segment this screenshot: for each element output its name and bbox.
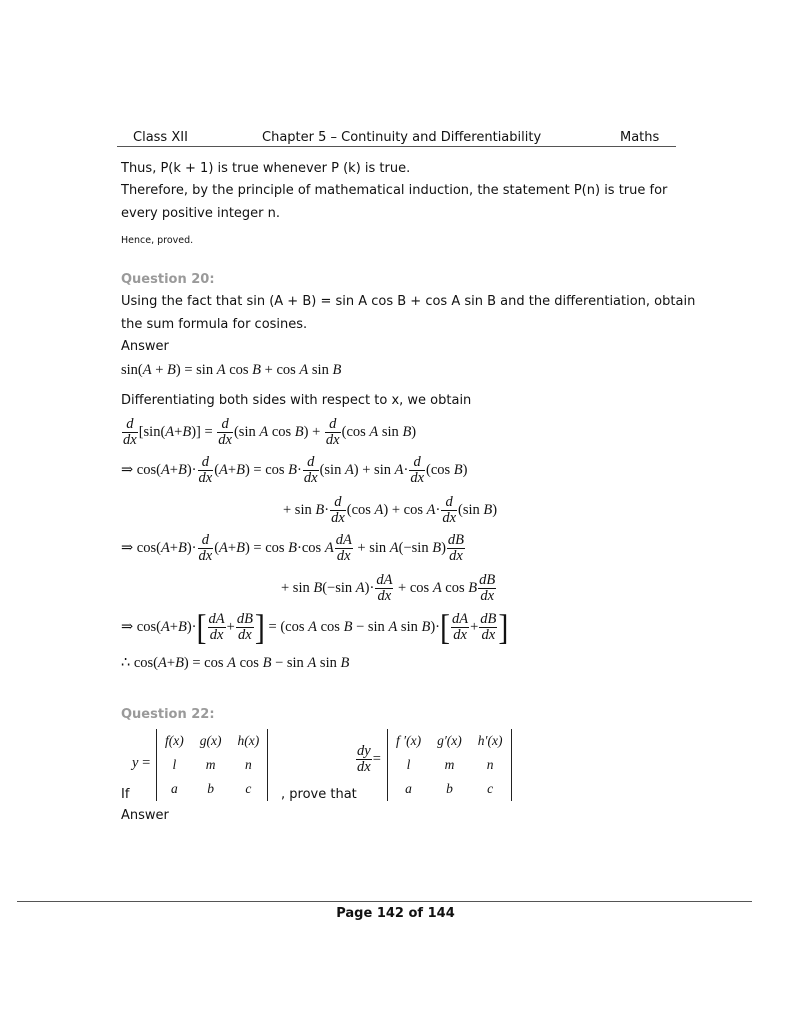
footer-rule [17, 901, 752, 902]
question-20-answer-label: Answer [121, 339, 169, 354]
derivation-conclusion: ∴ cos(A+B) = cos A cos B − sin A sin B [121, 655, 350, 671]
determinant-y: f(x) g(x) h(x) l m n a b c [156, 729, 268, 801]
header-rule [117, 146, 676, 147]
header-subject: Maths [620, 130, 660, 145]
derivation-line-3: + sin B· $\frac{d}{dx}$ (cos A) + cos A· $\frac{d}{dx}$ (sin B) [283, 494, 498, 526]
page-number: Page 142 of 144 [336, 906, 455, 921]
y-equals: y = [132, 755, 151, 771]
derivation-line-5: + sin B(−sin A)· $\frac{dA}{dx}$ + cos A cos B $\frac{dB}{dx}$ [281, 572, 496, 604]
derivation-line-1: $\frac{d}{dx}$ [sin(A+B)] = $\frac{d}{dx}$ (sin A cos B) + $\frac{d}{dx}$ (cos A sin B) [123, 416, 417, 448]
question-22-heading: Question 22: [121, 707, 215, 722]
if-text: If [121, 787, 130, 802]
derivation-line-2: ⇒ cos(A+B)· $\frac{d}{dx}$ (A+B) = cos B· $\frac{d}{dx}$ (sin A) + sin A· $\frac{d}{dx}$ (cos B) [121, 454, 468, 486]
intro-line-2: Therefore, by the principle of mathematical induction, the statement P(n) is true for [121, 183, 668, 198]
derivation-line-6: ⇒ cos(A+B)·[ $\frac{dA}{dx}$ + $\frac{dB}{dx}$ ] = (cos A cos B − sin A sin B)·[ $\frac{dA}{dx}$ + $\frac{dB}{dx}$ ] [121, 607, 509, 647]
header-class: Class XII [133, 130, 188, 145]
intro-line-1: Thus, P(k + 1) is true whenever P (k) is true. [121, 161, 411, 176]
differentiating-text: Differentiating both sides with respect to x, we obtain [121, 393, 472, 408]
question-22-answer-label: Answer [121, 808, 169, 823]
prove-that-text: , prove that [281, 787, 357, 802]
determinant-dy-dx: f ′(x) g′(x) h′(x) l m n a b c [387, 729, 512, 801]
hence-proved: Hence, proved. [121, 235, 194, 246]
dy-dx-equals: $\frac{dy}{dx}$ = [357, 743, 381, 775]
equation-sin-sum: sin(A + B) = sin A cos B + cos A sin B [121, 362, 342, 378]
question-20-line-2: the sum formula for cosines. [121, 317, 308, 332]
header-chapter: Chapter 5 – Continuity and Differentiability [262, 130, 542, 145]
question-20-heading: Question 20: [121, 272, 215, 287]
intro-line-3: every positive integer n. [121, 206, 281, 221]
question-20-line-1: Using the fact that sin (A + B) = sin A cos B + cos A sin B and the differentiation, obtain [121, 294, 696, 309]
derivation-line-4: ⇒ cos(A+B)· $\frac{d}{dx}$ (A+B) = cos B·cos A $\frac{dA}{dx}$ + sin A(−sin B) $\frac{dB}{dx}$ [121, 532, 465, 564]
